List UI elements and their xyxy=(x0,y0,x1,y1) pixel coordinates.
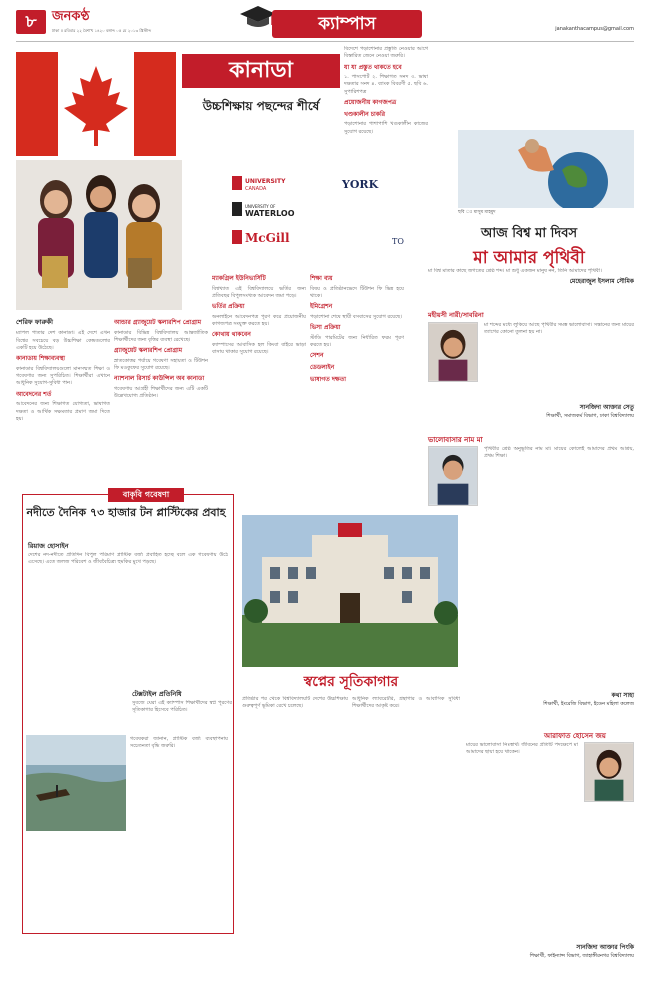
sig3-affiliation: শিক্ষার্থী, ফাইন্যান্স বিভাগ, জাহাঙ্গীরনগর বিশ্ববিদ্যালয় xyxy=(529,952,634,959)
section-heading: ভর্তির প্রক্রিয়া xyxy=(212,303,245,311)
section-banner: ক্যাম্পাস xyxy=(272,10,422,38)
campus-building-photo xyxy=(242,515,458,667)
masthead xyxy=(52,8,151,34)
writer2-text: পৃথিবীর শ্রেষ্ঠ অনুভূতির নাম মা। মায়ের কোলেই আমাদের প্রথম আশ্রয়, প্রথম শিক্ষা। xyxy=(484,446,634,460)
writer1-head: মহীয়সী নারী/সাবরিনা xyxy=(428,311,484,319)
mother-earth-illustration xyxy=(458,130,634,208)
signature-2 xyxy=(520,692,634,708)
sig3-name: সানজিদা আক্তার পিংকি xyxy=(576,944,634,951)
section-heading: কানাডায় শিক্ষাব্যবস্থা xyxy=(16,355,66,363)
canada-headline: কানাডা xyxy=(182,54,340,88)
sig2-affiliation: শিক্ষার্থী, ইংরেজি বিভাগ, ইডেন মহিলা কলেজ xyxy=(543,700,634,707)
section-heading: ডেডলাইন xyxy=(310,364,335,371)
svg-text:UNIVERSITY OF: UNIVERSITY OF xyxy=(245,204,276,209)
campus-text-2: প্রতিষ্ঠার পর থেকে বিশ্ববিদ্যালয়টি দেশের উচ্চশিক্ষায় গুরুত্বপূর্ণ ভূমিকা রেখে চলেছে। xyxy=(242,696,348,710)
section-heading: খণ্ডকালীন চাকরি xyxy=(344,110,386,118)
river-photo xyxy=(26,735,126,831)
section-heading: ম্যাকগ্রিল ইউনিভার্সিটি xyxy=(212,275,266,282)
canada-column-1: শেরিফ ফারুকী ম্যাপল পাতার দেশ কানাডা। এই দেশে এখন বিশ্বের সবচেয়ে বড় উচ্চশিক্ষা কেন্দ্রগুলোর একটি হয়ে উঠেছে। কানাডায় শিক্ষাব্যবস্থা কানাডার বিশ্ববিদ্যালয়গুলো মানসম্মত শিক্ষা ও গবেষণার জন্য সুপরিচিত। শিক্ষার্থীরা এখানে আধুনিক সুযোগ-সুবিধা পান। আবেদনের শর্ত আবেদনের জন্য শিক্ষাগত যোগ্যতা, ভাষাগত দক্ষতা ও আর্থিক সক্ষমতার প্রমাণ জমা দিতে হয়। xyxy=(16,318,110,422)
writer3-head: আরাফাত হোসেন জয় xyxy=(544,732,606,740)
section-heading: কোথায় থাকবেন xyxy=(212,331,251,339)
canada-flag-image xyxy=(16,52,176,156)
research-text-2: গবেষকরা জানান, প্লাস্টিক বর্জ্য ব্যবস্থাপনায় সচেতনতা বৃদ্ধি জরুরি। xyxy=(130,736,228,750)
writer1-portrait xyxy=(428,322,478,382)
earth-caption: ছবি ঃ মাসুম মাহমুদ xyxy=(458,210,496,215)
research-text: দেশের নদ-নদীতে প্রতিদিন বিপুল পরিমাণ প্লাস্টিক বর্জ্য প্রবাহিত হচ্ছে বলে এক গবেষণায় উঠে এসেছে। এতে জলজ পরিবেশ ও জীববৈচিত্র্য হুমকির মুখে পড়ছে। xyxy=(28,552,228,566)
sig2-name: কথা সাহা xyxy=(611,692,634,699)
writer3-portrait xyxy=(584,742,634,802)
section-heading: ন্যাশনাল রিসার্চ কাউন্সিল অব কানাডা xyxy=(114,375,205,383)
dateline: ঢাকা ॥ রবিবার ২২ বৈশাখ ১৪২০ বঙ্গাব্দ ০৫ মে ২০১৩ খ্রিস্টাব্দ xyxy=(52,27,152,33)
section-heading: ভাষাগত দক্ষতা xyxy=(310,375,347,383)
section-heading: আবেদনের শর্ত xyxy=(16,390,52,398)
section-heading: ইমিগ্রেশন xyxy=(310,303,333,311)
canada-column-5: বিদেশে পড়াশোনার প্রস্তুতি নেওয়ার আগে বিস্তারিত জেনে নেওয়া জরুরি। যা যা প্রস্তুত থাকতে হবে ১. পাসপোর্ট ২. শিক্ষাগত সনদ ৩. ভাষা দক্ষতার সনদ ৪. ব্যাংক বিবরণী ৫. ছবি ৬. সুপারিশপত্র প্রয়োজনীয় কাগজপত্র খণ্ডকালীন চাকরি পড়াশোনার পাশাপাশি খণ্ডকালীন কাজের সুযোগ রয়েছে। xyxy=(344,46,428,135)
section-heading: প্রয়োজনীয় কাগজপত্র xyxy=(344,98,397,106)
canada-column-4: শিক্ষা ব্যয় বিষয় ও প্রতিষ্ঠানভেদে টিউশন ফি ভিন্ন হয়ে থাকে। ইমিগ্রেশন পড়াশোনা শেষে স্থায়ী বসবাসের সুযোগ রয়েছে। ভিসা প্রক্রিয়া স্টাডি পারমিটের জন্য নির্ধারিত ফরম পূরণ করতে হয়। সেশন ডেডলাইন ভাষাগত দক্ষতা xyxy=(310,275,404,383)
section-heading: সেশন xyxy=(310,352,324,360)
section-heading: গ্র্যাজুয়েট স্কলারশিপ প্রোগ্রাম xyxy=(114,347,183,355)
campus-email[interactable]: janakanthacampus@gmail.com xyxy=(555,26,634,32)
svg-text:YORK: YORK xyxy=(342,178,379,191)
mothers-day-heading xyxy=(424,225,634,270)
mothers-day-intro: মা বিশ্ব মাতার কাছে জগতের শ্রেষ্ঠ শব্দ। মা শুধু একজন মানুষ নন, তিনি আমাদের পৃথিবী। মেহেরাজুল ইসলাম সৌমিক xyxy=(428,268,634,286)
page-header xyxy=(16,0,634,42)
mothers-day-line1: আজ বিশ্ব মা দিবস xyxy=(480,226,578,241)
research-byline: রিয়াজ হোসাইন xyxy=(28,542,69,550)
writer2-head: ভালোবাসার নাম মা xyxy=(428,436,483,444)
students-photo xyxy=(16,160,182,310)
svg-text:CANADA: CANADA xyxy=(245,186,267,192)
campus-text-1: সুবজে ঘেরা এই ক্যাম্পাস শিক্ষার্থীদের স্বপ্ন পূরণের সূতিকাগার হিসেবে পরিচিত। xyxy=(132,700,232,714)
canada-column-3: ম্যাকগ্রিল ইউনিভার্সিটি বিশ্বখ্যাত এই বিশ্ববিদ্যালয়ে ভর্তির জন্য প্রতিবছর বিপুলসংখ্যক আবেদন জমা পড়ে। ভর্তির প্রক্রিয়া অনলাইনে আবেদনপত্র পূরণ করে প্রয়োজনীয় কাগজপত্র সংযুক্ত করতে হয়। কোথায় থাকবেন ক্যাম্পাসের আবাসিক হল কিংবা বাইরে ভাড়া বাসায় থাকার সুযোগ রয়েছে। xyxy=(212,275,306,356)
section-heading: যা যা প্রস্তুত থাকতে হবে xyxy=(344,63,402,71)
svg-text:TO: TO xyxy=(392,237,404,246)
campus-text-3: আধুনিক ল্যাবরেটরি, গ্রন্থাগার ও আবাসিক সুবিধা শিক্ষার্থীদের আকৃষ্ট করে। xyxy=(352,696,460,710)
section-heading: ভিসা প্রক্রিয়া xyxy=(310,324,341,332)
canada-column-2: আন্ডার গ্র্যাজুয়েট স্কলারশিপ প্রোগ্রাম কানাডার বিভিন্ন বিশ্ববিদ্যালয় আন্তর্জাতিক শিক্ষার্থীদের জন্য বৃত্তির ব্যবস্থা রেখেছে। গ্র্যাজুয়েট স্কলারশিপ প্রোগ্রাম স্নাতকোত্তর পর্যায়ে গবেষণা সহায়তা ও টিউশন ফি মওকুফের সুযোগ রয়েছে। ন্যাশনাল রিসার্চ কাউন্সিল অব কানাডা গবেষণায় আগ্রহী শিক্ষার্থীদের জন্য এটি একটি উল্লেখযোগ্য প্রতিষ্ঠান। xyxy=(114,319,208,400)
canada-subheadline: উচ্চশিক্ষায় পছন্দের শীর্ষে xyxy=(202,99,320,113)
paper-logo: জনকণ্ঠ xyxy=(52,9,90,24)
svg-text:McGill: McGill xyxy=(245,231,290,245)
sig1-affiliation: শিক্ষার্থী, সমাজকর্ম বিভাগ, ঢাকা বিশ্ববিদ্যালয় xyxy=(546,412,634,419)
writer3-text: মায়ের ভালোবাসা নিঃস্বার্থ। জীবনের প্রতিটি পদক্ষেপে মা আমাদের ছায়া হয়ে থাকেন। xyxy=(466,742,578,756)
campus-byline: টেক্সটাইল প্রতিনিধি xyxy=(132,690,182,698)
section-heading: শিক্ষা ব্যয় xyxy=(310,275,333,282)
intro-author: মেহেরাজুল ইসলাম সৌমিক xyxy=(569,278,634,286)
page-number: ৮ xyxy=(16,10,46,34)
signature-3 xyxy=(500,944,634,960)
sig1-name: সানজিদা আক্তার সেতু xyxy=(579,404,634,411)
canada-byline: শেরিফ ফারুকী xyxy=(16,318,53,326)
writer2-portrait xyxy=(428,446,478,506)
svg-text:UNIVERSITY: UNIVERSITY xyxy=(245,178,286,185)
mothers-day-line2: মা আমার পৃথিবী xyxy=(473,247,585,268)
research-box-title: বাকৃবি গবেষণা xyxy=(108,488,184,502)
section-heading: আন্ডার গ্র্যাজুয়েট স্কলারশিপ প্রোগ্রাম xyxy=(114,319,202,326)
svg-text:WATERLOO: WATERLOO xyxy=(245,209,295,218)
signature-1 xyxy=(520,404,634,420)
campus-headline: স্বপ্নের সূতিকাগার xyxy=(303,674,399,690)
writer1-text: মা শব্দের মধ্যে লুকিয়ে আছে পৃথিবীর সমস্ত ভালোবাসা। সন্তানের জন্য মায়ের ত্যাগের কোনো তুলনা হয় না। xyxy=(484,322,634,336)
research-headline: নদীতে দৈনিক ৭৩ হাজার টন প্লাস্টিকের প্রবাহ xyxy=(26,506,226,519)
